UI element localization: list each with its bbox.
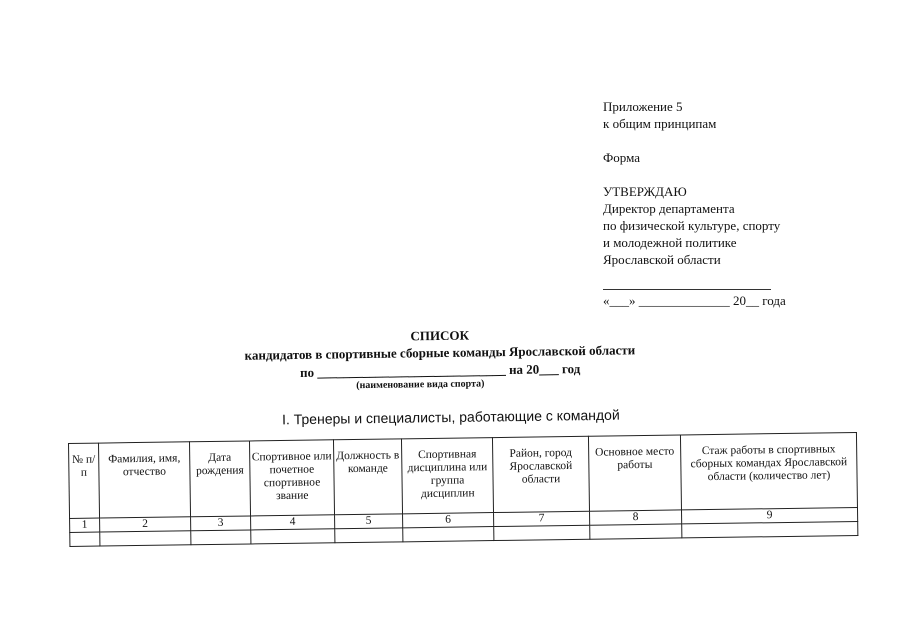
table-cell — [403, 527, 494, 542]
column-number-3: 3 — [191, 516, 251, 531]
column-number-9: 9 — [681, 507, 857, 523]
position-line-1: Директор департамента — [603, 201, 735, 216]
approval-block — [603, 98, 863, 309]
table-cell — [70, 532, 100, 546]
table-cell — [335, 528, 403, 543]
column-number-5: 5 — [335, 514, 403, 529]
table-cell — [682, 521, 858, 537]
table-cell — [100, 531, 191, 546]
candidates-table-wrap — [68, 432, 858, 547]
column-number-8: 8 — [590, 510, 682, 525]
column-number-6: 6 — [403, 513, 494, 528]
approval-date-line: «___» ______________ 20__ года — [603, 293, 786, 308]
form-label: Форма — [603, 150, 640, 165]
table-header-row — [69, 432, 858, 518]
appendix-to-label: к общим принципам — [603, 116, 717, 131]
document-subtitle: кандидатов в спортивные сборные команды Ярославской области — [244, 342, 636, 363]
appendix-label: Приложение 5 — [603, 99, 683, 114]
column-number-4: 4 — [251, 515, 335, 530]
document-title-block — [160, 323, 721, 395]
header-workplace: Основное место работы — [588, 435, 681, 511]
header-full-name: Фамилия, имя, отчество — [99, 442, 191, 518]
section-heading: I. Тренеры и специалисты, работающие с командой — [281, 406, 620, 428]
header-experience: Стаж работы в спортивных сборных командах Ярославской области (количество лет) — [680, 432, 857, 509]
sport-line: по _____________________________ на 20___ год — [299, 361, 581, 380]
document-title: СПИСОК — [410, 327, 470, 344]
header-sport-title: Спортивное или почетное спортивное звание — [249, 440, 334, 516]
column-number-7: 7 — [494, 511, 590, 526]
sport-caption: (наименование вида спорта) — [356, 378, 485, 392]
position-line-4: Ярославской области — [603, 252, 721, 267]
column-number-2: 2 — [100, 517, 191, 532]
header-number: № п/п — [69, 443, 100, 518]
candidates-table — [68, 432, 858, 547]
table-cell — [191, 530, 251, 545]
column-number-1: 1 — [70, 518, 100, 532]
position-line-3: и молодежной политике — [603, 235, 737, 250]
approve-label: УТВЕРЖДАЮ — [603, 184, 687, 199]
header-district: Район, город Ярославской области — [492, 436, 589, 512]
position-line-2: по физической культуре, спорту — [603, 218, 781, 233]
header-birth-date: Дата рождения — [189, 441, 250, 517]
signature-line — [603, 275, 771, 290]
table-cell — [251, 529, 335, 544]
header-discipline: Спортивная дисциплина или группа дисциплин — [401, 438, 493, 514]
table-cell — [494, 525, 590, 540]
table-cell — [590, 524, 682, 539]
header-team-position: Должность в команде — [333, 439, 402, 515]
